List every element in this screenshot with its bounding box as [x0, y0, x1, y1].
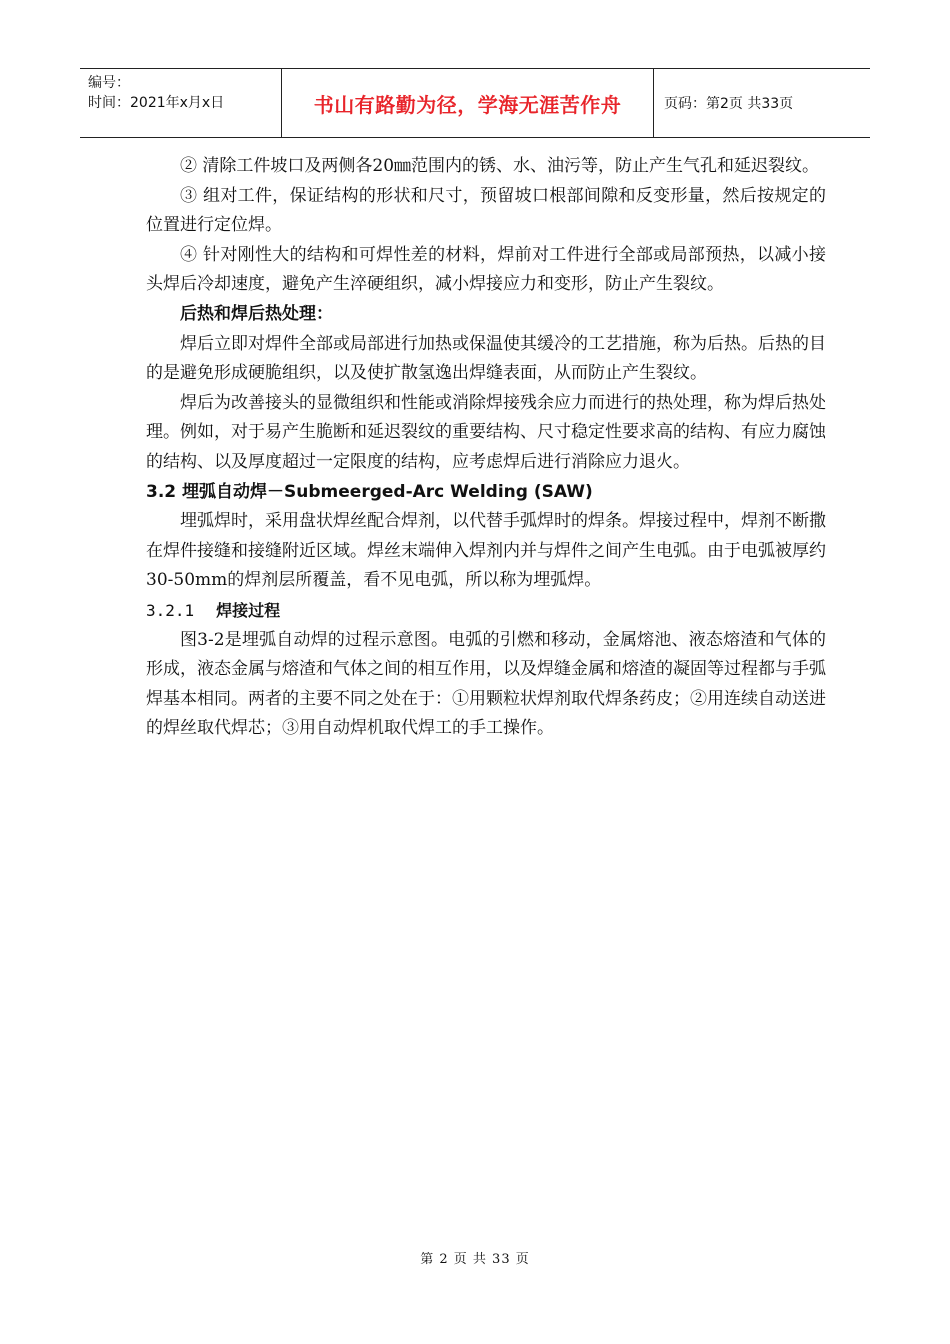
document-body [146, 152, 826, 744]
paragraph-saw-intro: 埋弧焊时，采用盘状焊丝配合焊剂，以代替手弧焊时的焊条。焊接过程中，焊剂不断撒在焊件接缝和接缝附近区域。焊丝末端伸入焊剂内并与焊件之间产生电弧。由于电弧被厚约30-50mm的焊剂层所覆盖，看不见电弧，所以称为埋弧焊。 [146, 511, 826, 591]
section-heading-saw: 3.2 埋弧自动焊－Submeerged-Arc Welding (SAW) [146, 481, 593, 502]
paragraph-post-weld-heat-treatment: 焊后为改善接头的显微组织和性能或消除焊接残余应力而进行的热处理，称为焊后热处理。例如，对于易产生脆断和延迟裂纹的重要结构、尺寸稳定性要求高的结构、有应力腐蚀的结构、以及厚度超过一定限度的结构，应考虑焊后进行消除应力退火。 [146, 392, 826, 472]
paragraph-post-heat: 焊后立即对焊件全部或局部进行加热或保温使其缓冷的工艺措施，称为后热。后热的目的是避免形成硬脆组织，以及使扩散氢逸出焊缝表面，从而防止产生裂纹。 [146, 333, 826, 384]
paragraph-step-3: ③ 组对工件，保证结构的形状和尺寸，预留坡口根部间隙和反变形量，然后按规定的位置进行定位焊。 [146, 185, 826, 236]
paragraph-welding-process: 图3-2是埋弧自动焊的过程示意图。电弧的引燃和移动，金属熔池、液态熔渣和气体的形成，液态金属与熔渣和气体之间的相互作用，以及焊缝金属和熔渣的凝固等过程都与手弧焊基本相同。两者的主要不同之处在于：①用颗粒状焊剂取代焊条药皮；②用连续自动送进的焊丝取代焊芯；③用自动焊机取代焊工的手工操作。 [146, 629, 826, 739]
subsection-title: 焊接过程 [216, 600, 281, 620]
document-date: 时间：2021年x月x日 [88, 95, 225, 111]
page-footer: 第 2 页 共 33 页 [420, 1252, 530, 1267]
subsection-number: 3.2.1 [146, 600, 195, 620]
paragraph-step-4: ④ 针对刚性大的结构和可焊性差的材料，焊前对工件进行全部或局部预热，以减小接头焊后冷却速度，避免产生淬硬组织，减小焊接应力和变形，防止产生裂纹。 [146, 244, 826, 295]
post-heat-heading: 后热和焊后热处理： [180, 303, 333, 324]
header-motto: 书山有路勤为径，学海无涯苦作舟 [282, 69, 654, 137]
header-page-info: 页码：第2页 共33页 [664, 96, 794, 112]
document-header [80, 68, 870, 138]
subsection-heading [146, 596, 826, 626]
header-meta [80, 69, 282, 137]
paragraph-step-2: ② 清除工件坡口及两侧各20㎜范围内的锈、水、油污等，防止产生气孔和延迟裂纹。 [180, 156, 820, 176]
document-number-label: 编号： [88, 75, 130, 91]
